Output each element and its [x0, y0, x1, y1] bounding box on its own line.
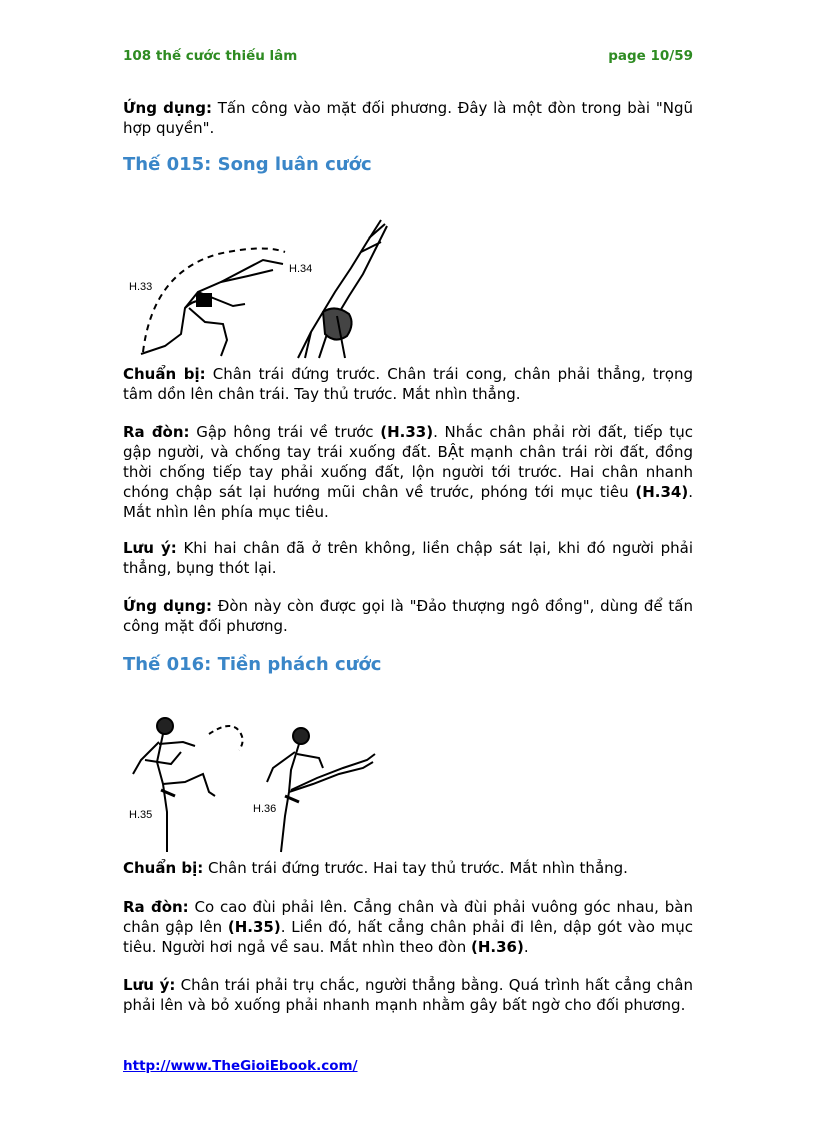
label-ungdung: Ứng dụng:: [123, 99, 212, 117]
paragraph-ungdung-015: [123, 596, 693, 636]
page-header: [123, 48, 693, 68]
figure-h36-illustration: [267, 728, 375, 852]
heading-the-016: Thế 016: Tiền phách cước: [123, 654, 382, 675]
heading-the-015: Thế 015: Song luân cước: [123, 154, 372, 175]
paragraph-luuy-016: [123, 975, 693, 1015]
label-chuanbi: Chuẩn bị:: [123, 859, 204, 877]
figure-h34-illustration: [298, 220, 387, 358]
paragraph-luuy-015: [123, 538, 693, 578]
label-luuy: Lưu ý:: [123, 976, 176, 994]
figure-label-h35: H.35: [129, 809, 153, 821]
figure-h33-h34: [123, 212, 393, 362]
paragraph-chuanbi-016: [123, 858, 693, 878]
ref-h35: (H.35): [227, 918, 281, 936]
text-radon-part1: Co cao đùi phải lên. Cẳng chân và đùi phải vuông góc nhau, bàn chân gập lên: [123, 898, 693, 936]
figure-h35-illustration: [133, 718, 243, 852]
label-radon: Ra đòn:: [123, 898, 189, 916]
page-footer: [123, 1058, 358, 1074]
text-luuy: Chân trái phải trụ chắc, người thẳng bằng. Quá trình hất cẳng chân phải lên và bỏ xuống phải nhanh mạnh nhằm gây bất ngờ cho đối phương.: [123, 976, 693, 1014]
figure-label-h36: H.36: [253, 803, 277, 815]
text-chuanbi: Chân trái đứng trước. Hai tay thủ trước. Mắt nhìn thẳng.: [203, 859, 628, 877]
paragraph-ungdung-014: [123, 98, 693, 138]
text-radon-part2: . Liền đó, hất cẳng chân phải đi lên, dập gót vào mục tiêu. Người hơi ngả về sau. Mắt nhìn theo đòn: [123, 918, 693, 956]
label-luuy: Lưu ý:: [123, 539, 177, 557]
book-title: 108 thế cước thiếu lâm: [123, 48, 298, 64]
ref-h36: (H.36): [471, 938, 524, 956]
paragraph-radon-016: [123, 897, 693, 957]
text-ungdung: Tấn công vào mặt đối phương. Đây là một đòn trong bài "Ngũ hợp quyền".: [123, 99, 693, 137]
text-ungdung: Đòn này còn được gọi là "Đảo thượng ngô đồng", dùng để tấn công mặt đối phương.: [123, 597, 693, 635]
label-ungdung: Ứng dụng:: [123, 597, 212, 615]
figure-label-h33: H.33: [129, 281, 153, 293]
text-luuy: Khi hai chân đã ở trên không, liền chập sát lại, khi đó người phải thẳng, bụng thót lại.: [123, 539, 693, 577]
page-number: page 10/59: [608, 48, 693, 64]
paragraph-chuanbi-015: [123, 364, 693, 404]
figure-h33-illustration: [141, 248, 285, 356]
text-radon-part3: .: [523, 938, 529, 956]
label-radon: Ra đòn:: [123, 423, 190, 441]
paragraph-radon-015: [123, 422, 693, 522]
text-chuanbi: Chân trái đứng trước. Chân trái cong, chân phải thẳng, trọng tâm dồn lên chân trái. Tay thủ trước. Mắt nhìn thẳng.: [123, 365, 693, 403]
text-radon-part2: . Nhắc chân phải rời đất, tiếp tục gập người, và chống tay trái xuống đất. BẬt mạnh chân trái rời đất, đồng thời chống tiếp tay phải xuống đất, lộn người tới trước. Hai chân nhanh chóng chập sát lại hướng mũi chân về trước, phóng tới mục tiêu: [123, 423, 693, 501]
text-radon-part3: . Mắt nhìn lên phía mục tiêu.: [123, 483, 693, 521]
text-radon-part1: Gập hông trái về trước: [189, 423, 381, 441]
figure-h35-h36: [123, 712, 383, 857]
figure-label-h34: H.34: [289, 263, 313, 275]
label-chuanbi: Chuẩn bị:: [123, 365, 206, 383]
ref-h33: (H.33): [380, 423, 434, 441]
ref-h34: (H.34): [635, 483, 689, 501]
footer-website-link[interactable]: http://www.TheGioiEbook.com/: [123, 1058, 358, 1074]
